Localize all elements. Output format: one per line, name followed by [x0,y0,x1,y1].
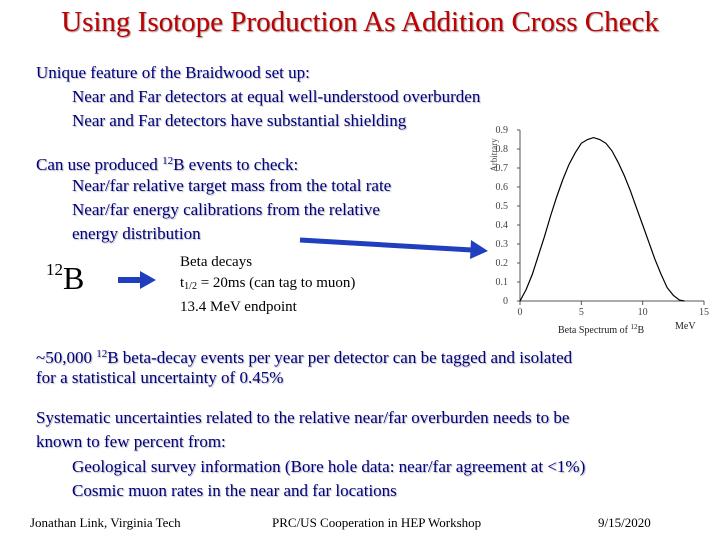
systematics-point-geology: Geological survey information (Bore hole data: near/far agreement at <1%) [72,457,586,476]
setup-point-shielding: Near and Far detectors have substantial shielding [72,111,407,130]
check-heading: Can use produced $^{12}$B events to check: [36,155,299,174]
decay-endpoint: 13.4 MeV endpoint [180,299,297,315]
decay-info [180,252,355,318]
y-axis-label: Arbitrary [489,138,499,172]
y-tick-label: 0.4 [495,220,508,231]
setup-heading: Unique feature of the Braidwood set up: [36,63,310,82]
setup-point-overburden: Near and Far detectors at equal well-understood overburden [72,87,481,106]
check-point-energy: Near/far energy calibrations from the relative [72,200,380,219]
systematics-line-1: Systematic uncertainties related to the relative near/far overburden needs to be [36,408,570,427]
x-tick-label: 10 [637,307,648,318]
y-tick-label: 0.8 [495,144,508,155]
x-axis-label: Beta Spectrum of $^{12}$B [558,323,645,336]
systematics-line-2: known to few percent from: [36,432,226,451]
slide-title: Using Isotope Production As Addition Cross Check [61,6,659,38]
y-tick-label: 0.3 [495,239,508,250]
check-point-energy-cont: energy distribution [72,224,201,243]
footer-event: PRC/US Cooperation in HEP Workshop [272,515,482,530]
events-line-2: for a statistical uncertainty of 0.45% [36,368,284,387]
check-point-mass: Near/far relative target mass from the total rate [72,176,392,195]
y-tick-label: 0.6 [495,182,508,193]
beta-spectrum-chart [480,120,715,340]
decay-type: Beta decays [180,254,253,270]
y-tick-label: 0.1 [495,277,508,288]
x-axis-unit: MeV [675,321,696,332]
y-tick-label: 0.2 [495,258,508,269]
events-line: ~50,000 $^{12}$B beta-decay events per year per detector can be tagged and isolated [36,348,573,367]
x-tick-label: 0 [517,307,523,318]
systematics-point-muon: Cosmic muon rates in the near and far locations [72,481,397,500]
decay-halflife: $t_{1/2} = 20ms$ (can tag to muon) [180,275,356,292]
y-tick-label: 0.5 [495,201,508,212]
y-tick-label: 0.9 [495,125,508,136]
plot-frame [510,122,714,302]
y-tick-label: 0.7 [495,163,508,174]
arrow-left [118,271,156,289]
x-tick-label: 5 [578,307,584,318]
footer-author: Jonathan Link, Virginia Tech [30,515,181,530]
x-tick-label: 15 [699,307,709,318]
isotope-symbol: $^{12}$B [46,260,85,296]
y-tick-label: 0 [503,296,508,307]
footer-date: 9/15/2020 [598,515,651,530]
